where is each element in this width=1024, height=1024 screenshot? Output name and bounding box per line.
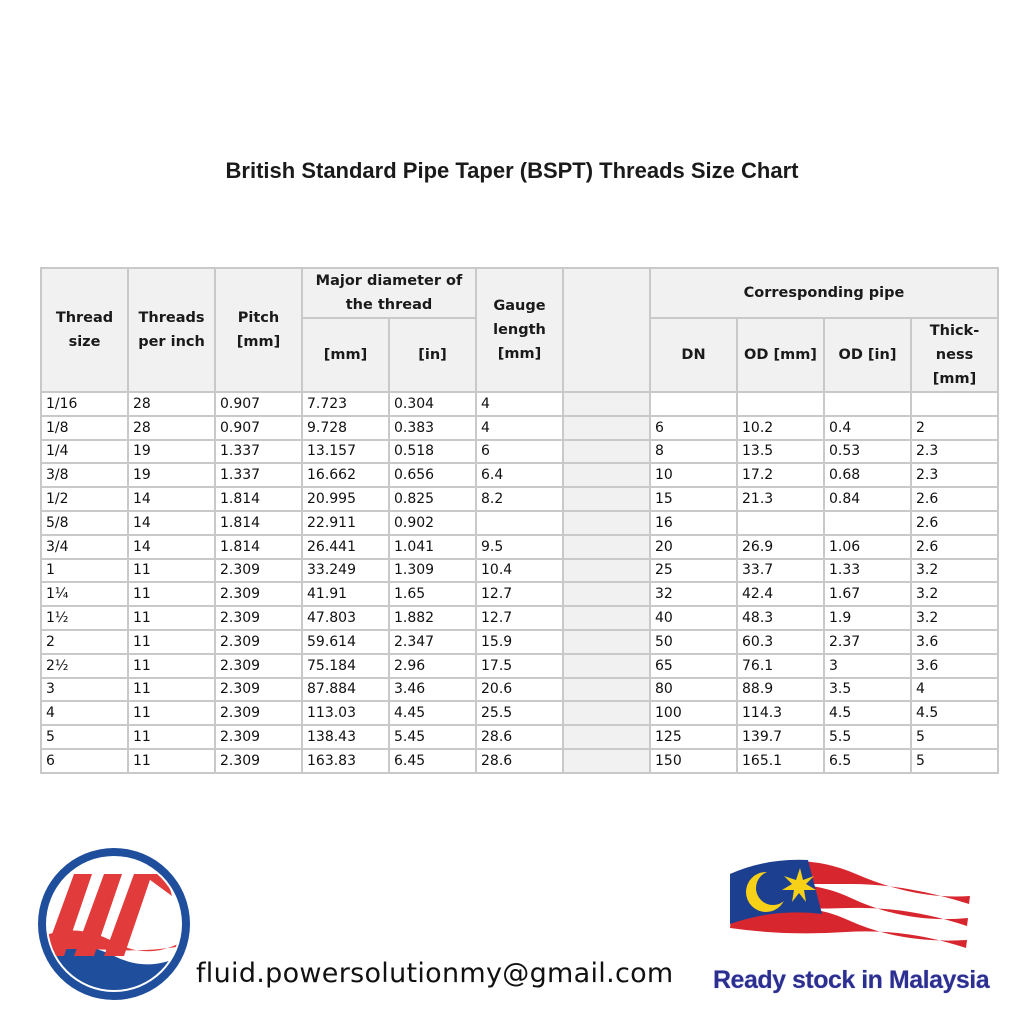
cell-od-mm: 21.3 <box>737 487 824 511</box>
cell-major-in: 4.45 <box>389 701 476 725</box>
cell-gauge-length: 4 <box>476 392 563 416</box>
bspt-size-table <box>40 267 999 774</box>
table-row <box>41 440 998 464</box>
cell-thread-size: 1/4 <box>41 440 128 464</box>
cell-major-mm: 26.441 <box>302 535 389 559</box>
table-row <box>41 678 998 702</box>
gap-cell <box>563 725 650 749</box>
cell-pitch: 2.309 <box>215 678 302 702</box>
cell-dn: 80 <box>650 678 737 702</box>
cell-dn: 50 <box>650 630 737 654</box>
cell-pitch: 0.907 <box>215 392 302 416</box>
cell-od-mm: 60.3 <box>737 630 824 654</box>
cell-thickness: 2.6 <box>911 487 998 511</box>
cell-major-mm: 33.249 <box>302 559 389 583</box>
cell-gauge-length: 12.7 <box>476 606 563 630</box>
cell-gauge-length: 10.4 <box>476 559 563 583</box>
table-row <box>41 535 998 559</box>
table-body <box>41 392 998 773</box>
cell-od-mm <box>737 392 824 416</box>
cell-threads-per-inch: 11 <box>128 701 215 725</box>
cell-dn: 8 <box>650 440 737 464</box>
gap-cell <box>563 416 650 440</box>
cell-threads-per-inch: 11 <box>128 606 215 630</box>
cell-thickness: 2.6 <box>911 535 998 559</box>
cell-major-mm: 16.662 <box>302 463 389 487</box>
cell-od-mm: 17.2 <box>737 463 824 487</box>
cell-thread-size: 3 <box>41 678 128 702</box>
cell-thread-size: 1/16 <box>41 392 128 416</box>
cell-gauge-length: 6.4 <box>476 463 563 487</box>
gap-cell <box>563 749 650 773</box>
cell-dn: 32 <box>650 582 737 606</box>
gap-cell <box>563 559 650 583</box>
header-major-in: [in] <box>389 318 476 392</box>
cell-major-in: 0.383 <box>389 416 476 440</box>
cell-od-in: 0.53 <box>824 440 911 464</box>
cell-thickness: 3.6 <box>911 654 998 678</box>
cell-dn: 125 <box>650 725 737 749</box>
cell-dn: 15 <box>650 487 737 511</box>
cell-thread-size: 1½ <box>41 606 128 630</box>
cell-pitch: 2.309 <box>215 582 302 606</box>
cell-od-mm: 114.3 <box>737 701 824 725</box>
cell-pitch: 2.309 <box>215 559 302 583</box>
cell-threads-per-inch: 14 <box>128 511 215 535</box>
cell-od-mm: 10.2 <box>737 416 824 440</box>
cell-thread-size: 6 <box>41 749 128 773</box>
cell-major-in: 0.518 <box>389 440 476 464</box>
malaysia-flag-icon <box>726 844 972 962</box>
cell-pitch: 2.309 <box>215 630 302 654</box>
table-row <box>41 630 998 654</box>
cell-gauge-length: 25.5 <box>476 701 563 725</box>
cell-gauge-length: 12.7 <box>476 582 563 606</box>
cell-major-mm: 7.723 <box>302 392 389 416</box>
gap-cell <box>563 701 650 725</box>
cell-od-in: 0.68 <box>824 463 911 487</box>
cell-od-in: 1.67 <box>824 582 911 606</box>
cell-thread-size: 1/2 <box>41 487 128 511</box>
cell-threads-per-inch: 28 <box>128 416 215 440</box>
cell-major-mm: 41.91 <box>302 582 389 606</box>
table-row <box>41 749 998 773</box>
cell-thread-size: 1/8 <box>41 416 128 440</box>
company-logo <box>34 844 194 1004</box>
gap-cell <box>563 535 650 559</box>
table-row <box>41 559 998 583</box>
gap-cell <box>563 678 650 702</box>
cell-major-mm: 47.803 <box>302 606 389 630</box>
cell-thread-size: 3/8 <box>41 463 128 487</box>
cell-od-mm: 13.5 <box>737 440 824 464</box>
cell-od-in: 3.5 <box>824 678 911 702</box>
cell-od-in <box>824 392 911 416</box>
cell-thread-size: 4 <box>41 701 128 725</box>
cell-major-in: 2.96 <box>389 654 476 678</box>
cell-pitch: 1.814 <box>215 511 302 535</box>
cell-pitch: 1.337 <box>215 440 302 464</box>
table-row <box>41 392 998 416</box>
cell-gauge-length: 4 <box>476 416 563 440</box>
cell-threads-per-inch: 19 <box>128 440 215 464</box>
cell-dn: 20 <box>650 535 737 559</box>
cell-major-mm: 163.83 <box>302 749 389 773</box>
cell-threads-per-inch: 14 <box>128 487 215 511</box>
cell-dn: 16 <box>650 511 737 535</box>
cell-gauge-length: 6 <box>476 440 563 464</box>
cell-thread-size: 1¼ <box>41 582 128 606</box>
table-row <box>41 416 998 440</box>
cell-dn: 65 <box>650 654 737 678</box>
table-row <box>41 511 998 535</box>
cell-threads-per-inch: 11 <box>128 749 215 773</box>
header-dn: DN <box>650 318 737 392</box>
cell-major-mm: 113.03 <box>302 701 389 725</box>
cell-od-mm: 42.4 <box>737 582 824 606</box>
cell-od-mm: 48.3 <box>737 606 824 630</box>
cell-threads-per-inch: 11 <box>128 559 215 583</box>
cell-od-in: 0.84 <box>824 487 911 511</box>
table-row <box>41 487 998 511</box>
cell-threads-per-inch: 11 <box>128 725 215 749</box>
chart-title: British Standard Pipe Taper (BSPT) Threads Size Chart <box>225 158 799 183</box>
cell-thread-size: 5 <box>41 725 128 749</box>
header-major-diameter: Major diameter of the thread <box>302 268 476 318</box>
cell-od-mm: 26.9 <box>737 535 824 559</box>
cell-gauge-length: 28.6 <box>476 725 563 749</box>
cell-major-in: 1.041 <box>389 535 476 559</box>
header-threads-per-inch: Threads per inch <box>128 268 215 392</box>
cell-od-in <box>824 511 911 535</box>
gap-cell <box>563 392 650 416</box>
cell-major-in: 2.347 <box>389 630 476 654</box>
cell-thickness: 5 <box>911 725 998 749</box>
cell-thickness: 3.2 <box>911 606 998 630</box>
cell-thread-size: 1 <box>41 559 128 583</box>
table-row <box>41 463 998 487</box>
cell-major-in: 0.656 <box>389 463 476 487</box>
header-major-mm: [mm] <box>302 318 389 392</box>
contact-email: fluid.powersolutionmy@gmail.com <box>196 958 674 989</box>
header-gap-column <box>563 268 650 392</box>
gap-cell <box>563 440 650 464</box>
cell-od-in: 5.5 <box>824 725 911 749</box>
cell-major-in: 1.65 <box>389 582 476 606</box>
cell-gauge-length: 8.2 <box>476 487 563 511</box>
gap-cell <box>563 487 650 511</box>
cell-thread-size: 2½ <box>41 654 128 678</box>
cell-od-mm: 139.7 <box>737 725 824 749</box>
gap-cell <box>563 582 650 606</box>
cell-od-in: 2.37 <box>824 630 911 654</box>
cell-pitch: 2.309 <box>215 749 302 773</box>
ready-stock-tagline: Ready stock in Malaysia <box>713 966 990 994</box>
cell-major-in: 0.825 <box>389 487 476 511</box>
cell-major-mm: 138.43 <box>302 725 389 749</box>
cell-threads-per-inch: 11 <box>128 654 215 678</box>
cell-threads-per-inch: 11 <box>128 582 215 606</box>
cell-pitch: 2.309 <box>215 701 302 725</box>
table-row <box>41 606 998 630</box>
cell-major-mm: 87.884 <box>302 678 389 702</box>
cell-major-mm: 9.728 <box>302 416 389 440</box>
cell-dn: 6 <box>650 416 737 440</box>
header-corresponding-pipe: Corresponding pipe <box>650 268 998 318</box>
cell-thickness: 2.6 <box>911 511 998 535</box>
cell-major-mm: 59.614 <box>302 630 389 654</box>
gap-cell <box>563 463 650 487</box>
cell-dn: 40 <box>650 606 737 630</box>
cell-thread-size: 2 <box>41 630 128 654</box>
header-gauge-length: Gauge length [mm] <box>476 268 563 392</box>
cell-threads-per-inch: 11 <box>128 630 215 654</box>
cell-threads-per-inch: 28 <box>128 392 215 416</box>
cell-od-in: 3 <box>824 654 911 678</box>
cell-gauge-length: 9.5 <box>476 535 563 559</box>
cell-thickness: 2.3 <box>911 440 998 464</box>
cell-od-mm: 76.1 <box>737 654 824 678</box>
cell-pitch: 1.814 <box>215 535 302 559</box>
cell-od-in: 1.06 <box>824 535 911 559</box>
header-thickness: Thick-ness [mm] <box>911 318 998 392</box>
cell-thickness: 2 <box>911 416 998 440</box>
cell-thickness: 4 <box>911 678 998 702</box>
cell-major-mm: 22.911 <box>302 511 389 535</box>
cell-thickness: 5 <box>911 749 998 773</box>
cell-major-mm: 75.184 <box>302 654 389 678</box>
cell-od-in: 6.5 <box>824 749 911 773</box>
header-od-mm: OD [mm] <box>737 318 824 392</box>
cell-od-mm <box>737 511 824 535</box>
cell-gauge-length <box>476 511 563 535</box>
cell-od-in: 1.9 <box>824 606 911 630</box>
cell-dn: 100 <box>650 701 737 725</box>
table-row <box>41 701 998 725</box>
table-row <box>41 654 998 678</box>
cell-thickness <box>911 392 998 416</box>
gap-cell <box>563 606 650 630</box>
cell-major-in: 1.882 <box>389 606 476 630</box>
cell-gauge-length: 15.9 <box>476 630 563 654</box>
cell-od-mm: 33.7 <box>737 559 824 583</box>
cell-od-mm: 165.1 <box>737 749 824 773</box>
cell-dn <box>650 392 737 416</box>
cell-thread-size: 5/8 <box>41 511 128 535</box>
cell-pitch: 2.309 <box>215 654 302 678</box>
header-od-in: OD [in] <box>824 318 911 392</box>
cell-major-in: 3.46 <box>389 678 476 702</box>
cell-thread-size: 3/4 <box>41 535 128 559</box>
cell-major-mm: 20.995 <box>302 487 389 511</box>
header-pitch: Pitch [mm] <box>215 268 302 392</box>
gap-cell <box>563 654 650 678</box>
cell-dn: 25 <box>650 559 737 583</box>
table-row <box>41 725 998 749</box>
cell-major-in: 5.45 <box>389 725 476 749</box>
cell-pitch: 1.337 <box>215 463 302 487</box>
cell-major-mm: 13.157 <box>302 440 389 464</box>
cell-thickness: 3.6 <box>911 630 998 654</box>
cell-pitch: 2.309 <box>215 725 302 749</box>
cell-threads-per-inch: 11 <box>128 678 215 702</box>
cell-threads-per-inch: 14 <box>128 535 215 559</box>
cell-major-in: 1.309 <box>389 559 476 583</box>
cell-od-mm: 88.9 <box>737 678 824 702</box>
cell-gauge-length: 28.6 <box>476 749 563 773</box>
cell-threads-per-inch: 19 <box>128 463 215 487</box>
cell-gauge-length: 17.5 <box>476 654 563 678</box>
cell-thickness: 2.3 <box>911 463 998 487</box>
cell-dn: 150 <box>650 749 737 773</box>
cell-od-in: 0.4 <box>824 416 911 440</box>
cell-thickness: 3.2 <box>911 559 998 583</box>
cell-thickness: 3.2 <box>911 582 998 606</box>
table-row <box>41 582 998 606</box>
cell-pitch: 1.814 <box>215 487 302 511</box>
cell-gauge-length: 20.6 <box>476 678 563 702</box>
cell-pitch: 2.309 <box>215 606 302 630</box>
header-thread-size: Thread size <box>41 268 128 392</box>
gap-cell <box>563 630 650 654</box>
cell-dn: 10 <box>650 463 737 487</box>
cell-major-in: 0.902 <box>389 511 476 535</box>
gap-cell <box>563 511 650 535</box>
cell-thickness: 4.5 <box>911 701 998 725</box>
cell-major-in: 0.304 <box>389 392 476 416</box>
cell-od-in: 1.33 <box>824 559 911 583</box>
cell-od-in: 4.5 <box>824 701 911 725</box>
cell-pitch: 0.907 <box>215 416 302 440</box>
cell-major-in: 6.45 <box>389 749 476 773</box>
